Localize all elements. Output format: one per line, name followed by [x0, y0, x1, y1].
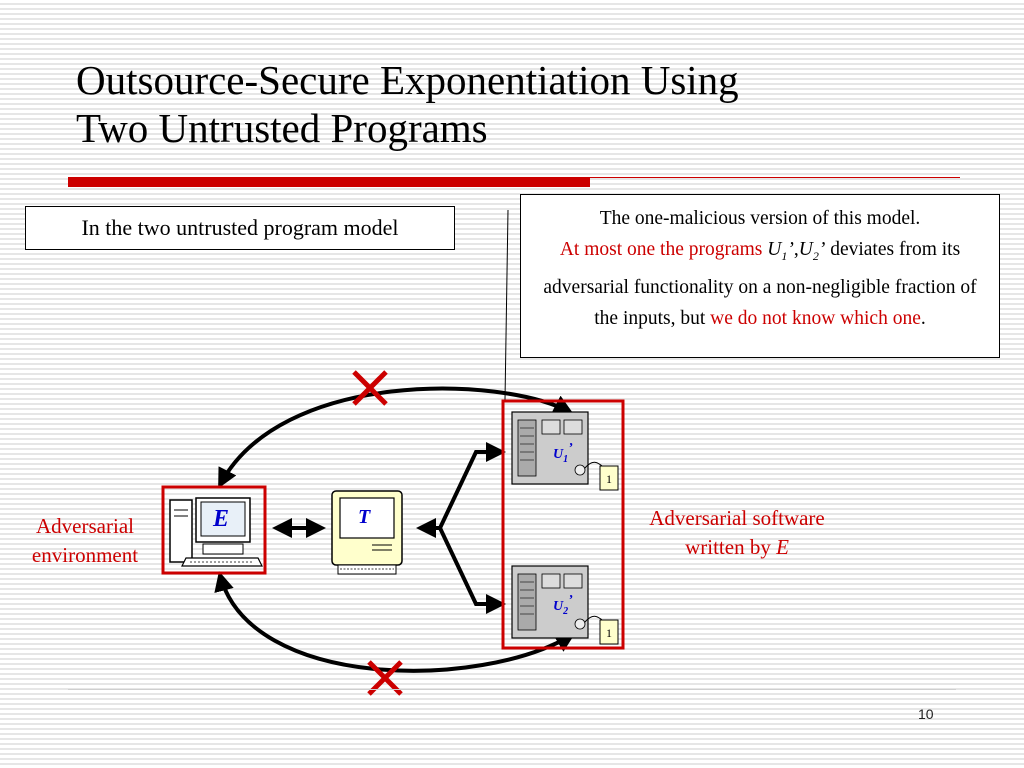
program-u1-letter: U [553, 447, 564, 462]
note-u2: U [798, 239, 813, 260]
adversarial-software-label [618, 504, 856, 562]
note-u2-prime: ’ [818, 239, 826, 260]
program-u1-disk-label: 1 [606, 472, 612, 486]
fork-to-u2 [440, 528, 502, 604]
page-number: 10 [918, 706, 934, 722]
note-u2-sub: 2 [812, 248, 819, 263]
note-u1-sub: 1 [781, 248, 788, 263]
model-box: In the two untrusted program model [25, 206, 455, 250]
note-red-text-1: At most one the programs [559, 239, 763, 260]
program-u1-icon [512, 412, 618, 490]
adversarial-environment-label [10, 512, 160, 570]
program-u1-prime: ’ [568, 441, 573, 456]
callout-pointer-line [505, 210, 508, 400]
adversarial-environment-line-2: environment [31, 543, 139, 567]
program-u2-icon [512, 566, 618, 644]
note-line-1: The one-malicious version of this model. [599, 208, 921, 229]
note-period: . [920, 307, 926, 329]
program-u1-sub: 1 [563, 454, 569, 465]
adversarial-software-var: E [776, 535, 789, 559]
trusted-computer-icon [332, 491, 402, 574]
program-u2-prime: ’ [568, 593, 573, 608]
note-black-text: deviates from its adversarial functionality on a non-negligible fraction of the inputs, but [543, 239, 977, 329]
env-computer-label: E [213, 506, 230, 532]
trusted-computer-label: T [358, 506, 371, 528]
blocked-x-icon-top [354, 372, 386, 404]
program-u2-letter: U [553, 599, 564, 614]
adversarial-environment-line-1: Adversarial [36, 514, 134, 538]
adversarial-software-written-by: written by [685, 535, 771, 559]
note-u1: U [767, 239, 782, 260]
adversarial-software-line-2 [618, 533, 856, 562]
program-u2-sub: 2 [563, 606, 569, 617]
note-u1-prime: ’ [787, 239, 794, 260]
slide-title-line-1: Outsource-Secure Exponentiation Using [76, 57, 739, 103]
adversarial-software-line-1: Adversarial software [649, 506, 825, 530]
fork-to-u1 [440, 452, 502, 528]
program-u2-disk-label: 1 [606, 626, 612, 640]
note-red-text-2: we do not know which one [710, 307, 921, 329]
footer-rule [68, 689, 956, 690]
slide-title-line-2: Two Untrusted Programs [76, 105, 488, 151]
note-comma: , [793, 239, 799, 260]
